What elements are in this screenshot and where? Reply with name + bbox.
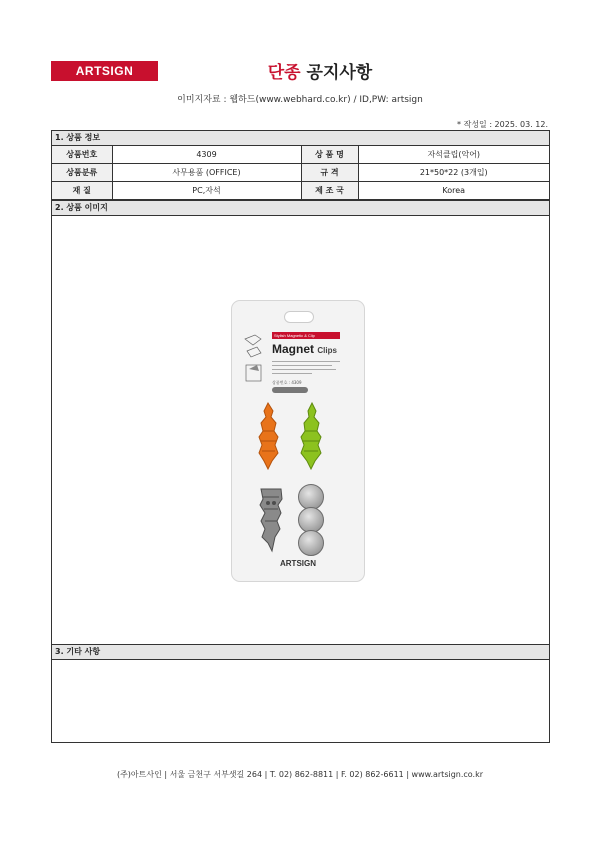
table-row — [52, 164, 549, 182]
package-code: 상품번호 : 4309 — [272, 380, 302, 385]
clip-sketch-icon — [243, 331, 265, 386]
value-material: PC,자석 — [112, 182, 301, 200]
label-product-number: 상품번호 — [52, 146, 112, 164]
package-brand: ARTSIGN — [280, 559, 316, 568]
table-row — [52, 182, 549, 200]
image-source-note: 이미지자료 : 웹하드(www.webhard.co.kr) / ID,PW: artsign — [177, 95, 423, 105]
gray-crocodile-clip-icon — [256, 485, 286, 555]
section-product-info-title: 1. 상품 정보 — [52, 131, 549, 146]
value-category: 사무용품 (OFFICE) — [112, 164, 301, 182]
title-discontinued: 단종 — [267, 63, 301, 83]
product-tagline: Stylish Magnetic & Clip — [272, 332, 340, 339]
orange-crocodile-clip-icon — [254, 401, 284, 471]
product-package-image — [231, 300, 365, 582]
product-package-name — [272, 342, 337, 356]
value-product-number: 4309 — [112, 146, 301, 164]
label-size: 규 격 — [301, 164, 358, 182]
label-origin: 제 조 국 — [301, 182, 358, 200]
label-category: 상품분류 — [52, 164, 112, 182]
notice-sheet — [51, 130, 550, 743]
package-label-pill — [272, 387, 308, 393]
etc-notes-area — [52, 660, 549, 742]
section-etc-title: 3. 기타 사항 — [52, 645, 549, 660]
section-product-image-title: 2. 상품 이미지 — [52, 200, 549, 216]
title-notice: 공지사항 — [306, 63, 373, 83]
artsign-logo: ARTSIGN — [51, 61, 158, 81]
product-image-area — [52, 216, 549, 645]
page-title — [0, 58, 600, 83]
package-name-sub: Clips — [317, 346, 337, 355]
green-crocodile-clip-icon — [296, 401, 326, 471]
created-date: * 작성일 : 2025. 03. 12. — [457, 120, 548, 129]
value-size: 21*50*22 (3개입) — [358, 164, 549, 182]
package-description-lines — [272, 361, 342, 379]
table-row — [52, 146, 549, 164]
hang-hole — [284, 311, 314, 323]
label-product-name: 상 품 명 — [301, 146, 358, 164]
magnet-disc-icon — [298, 530, 324, 556]
value-origin: Korea — [358, 182, 549, 200]
package-name-main: Magnet — [272, 342, 314, 356]
value-product-name: 자석클립(악어) — [358, 146, 549, 164]
label-material: 재 질 — [52, 182, 112, 200]
product-info-table — [52, 146, 549, 200]
company-footer: (주)아트사인 | 서울 금천구 서부샛길 264 | T. 02) 862-8811 | F. 02) 862-6611 | www.artsign.co.kr — [116, 770, 484, 779]
